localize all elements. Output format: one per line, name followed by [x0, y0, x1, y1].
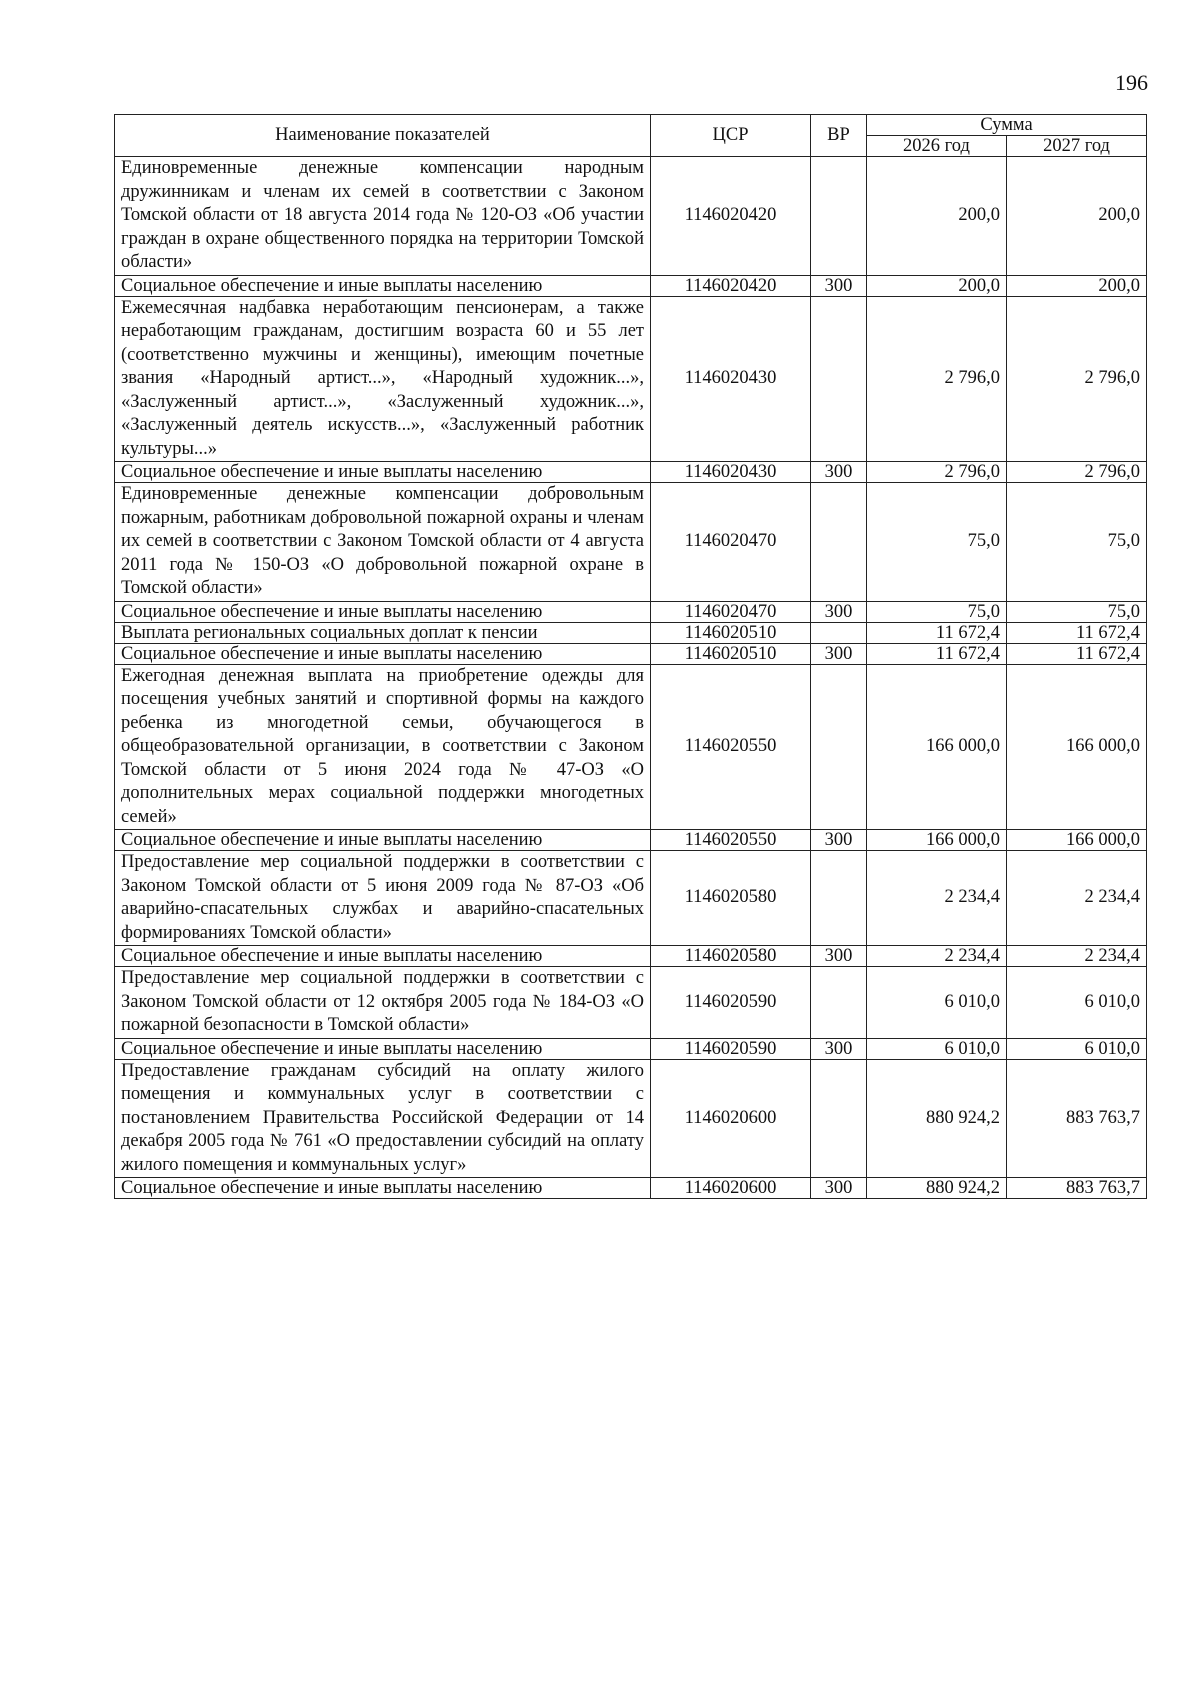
- row-amount-2027: 75,0: [1007, 483, 1147, 602]
- row-csr: 1146020510: [651, 622, 811, 643]
- row-amount-2026: 75,0: [867, 483, 1007, 602]
- row-amount-2026: 200,0: [867, 157, 1007, 276]
- row-csr: 1146020600: [651, 1059, 811, 1178]
- row-amount-2027: 11 672,4: [1007, 643, 1147, 664]
- row-vr: 300: [811, 601, 867, 622]
- row-vr: [811, 483, 867, 602]
- row-csr: 1146020430: [651, 462, 811, 483]
- page-number: 196: [1115, 70, 1148, 95]
- row-amount-2026: 75,0: [867, 601, 1007, 622]
- row-name: Социальное обеспечение и иные выплаты населению: [115, 462, 651, 483]
- row-name: Социальное обеспечение и иные выплаты населению: [115, 1038, 651, 1059]
- header-vr: ВР: [811, 115, 867, 157]
- table-row: [115, 830, 1147, 851]
- header-sum: Сумма: [867, 115, 1147, 136]
- row-csr: 1146020430: [651, 296, 811, 462]
- table-row: [115, 664, 1147, 830]
- row-csr: 1146020420: [651, 157, 811, 276]
- row-csr: 1146020510: [651, 643, 811, 664]
- row-amount-2027: 2 234,4: [1007, 946, 1147, 967]
- table-row: [115, 157, 1147, 276]
- table-row: [115, 1059, 1147, 1178]
- table-row: [115, 851, 1147, 946]
- row-csr: 1146020550: [651, 830, 811, 851]
- row-name: Социальное обеспечение и иные выплаты населению: [115, 275, 651, 296]
- row-amount-2027: 883 763,7: [1007, 1059, 1147, 1178]
- row-name: Предоставление гражданам субсидий на оплату жилого помещения и коммунальных услуг в соответствии с постановлением Правительства Российской Федерации от 14 декабря 2005 года № 761 «О предоставлении субсидий на оплату жилого помещения и коммунальных услуг»: [115, 1059, 651, 1178]
- row-name: Ежегодная денежная выплата на приобретение одежды для посещения учебных занятий и спортивной формы на каждого ребенка из многодетной семьи, обучающегося в общеобразовательной организации, в соответствии с Законом Томской области от 5 июня 2024 года № 47-ОЗ «О дополнительных мерах социальной поддержки многодетных семей»: [115, 664, 651, 830]
- row-amount-2027: 166 000,0: [1007, 830, 1147, 851]
- row-amount-2026: 6 010,0: [867, 967, 1007, 1039]
- row-amount-2026: 2 234,4: [867, 946, 1007, 967]
- table-row: [115, 483, 1147, 602]
- row-csr: 1146020590: [651, 967, 811, 1039]
- row-amount-2026: 2 796,0: [867, 462, 1007, 483]
- row-vr: 300: [811, 643, 867, 664]
- table-row: [115, 946, 1147, 967]
- table-row: [115, 967, 1147, 1039]
- header-row: [115, 115, 1147, 136]
- row-csr: 1146020550: [651, 664, 811, 830]
- row-vr: 300: [811, 462, 867, 483]
- row-vr: 300: [811, 1178, 867, 1199]
- table-row: [115, 1038, 1147, 1059]
- row-csr: 1146020590: [651, 1038, 811, 1059]
- row-amount-2027: 6 010,0: [1007, 1038, 1147, 1059]
- row-csr: 1146020420: [651, 275, 811, 296]
- row-amount-2027: 2 234,4: [1007, 851, 1147, 946]
- row-vr: [811, 296, 867, 462]
- row-amount-2027: 75,0: [1007, 601, 1147, 622]
- table-row: [115, 462, 1147, 483]
- row-vr: [811, 967, 867, 1039]
- header-csr: ЦСР: [651, 115, 811, 157]
- table-row: [115, 643, 1147, 664]
- table-row: [115, 275, 1147, 296]
- row-vr: [811, 664, 867, 830]
- row-amount-2026: 880 924,2: [867, 1059, 1007, 1178]
- row-amount-2027: 200,0: [1007, 275, 1147, 296]
- row-csr: 1146020470: [651, 483, 811, 602]
- row-csr: 1146020580: [651, 946, 811, 967]
- row-vr: 300: [811, 830, 867, 851]
- row-amount-2027: 2 796,0: [1007, 462, 1147, 483]
- row-amount-2027: 166 000,0: [1007, 664, 1147, 830]
- row-name: Социальное обеспечение и иные выплаты населению: [115, 601, 651, 622]
- row-name: Единовременные денежные компенсации народным дружинникам и членам их семей в соответствии с Законом Томской области от 18 августа 2014 года № 120-ОЗ «Об участии граждан в охране общественного порядка на территории Томской области»: [115, 157, 651, 276]
- row-amount-2027: 883 763,7: [1007, 1178, 1147, 1199]
- row-name: Выплата региональных социальных доплат к пенсии: [115, 622, 651, 643]
- row-vr: [811, 622, 867, 643]
- row-amount-2026: 2 234,4: [867, 851, 1007, 946]
- table-row: [115, 622, 1147, 643]
- row-vr: [811, 1059, 867, 1178]
- row-vr: 300: [811, 946, 867, 967]
- row-csr: 1146020600: [651, 1178, 811, 1199]
- table-row: [115, 1178, 1147, 1199]
- row-amount-2026: 11 672,4: [867, 622, 1007, 643]
- header-name: Наименование показателей: [115, 115, 651, 157]
- row-vr: 300: [811, 1038, 867, 1059]
- row-amount-2027: 11 672,4: [1007, 622, 1147, 643]
- row-amount-2027: 2 796,0: [1007, 296, 1147, 462]
- row-csr: 1146020470: [651, 601, 811, 622]
- row-csr: 1146020580: [651, 851, 811, 946]
- row-amount-2026: 11 672,4: [867, 643, 1007, 664]
- header-year-2027: 2027 год: [1007, 136, 1147, 157]
- row-amount-2027: 200,0: [1007, 157, 1147, 276]
- row-name: Социальное обеспечение и иные выплаты населению: [115, 1178, 651, 1199]
- row-amount-2026: 6 010,0: [867, 1038, 1007, 1059]
- row-vr: [811, 157, 867, 276]
- row-name: Предоставление мер социальной поддержки в соответствии с Законом Томской области от 12 октября 2005 года № 184-ОЗ «О пожарной безопасности в Томской области»: [115, 967, 651, 1039]
- row-amount-2027: 6 010,0: [1007, 967, 1147, 1039]
- table-row: [115, 296, 1147, 462]
- row-name: Ежемесячная надбавка неработающим пенсионерам, а также неработающим гражданам, достигшим возраста 60 и 55 лет (соответственно мужчины и женщины), имеющим почетные звания «Народный артист...», «Народный художник...», «Заслуженный артист...», «Заслуженный художник...», «Заслуженный деятель искусств...», «Заслуженный работник культуры...»: [115, 296, 651, 462]
- row-amount-2026: 200,0: [867, 275, 1007, 296]
- row-amount-2026: 166 000,0: [867, 830, 1007, 851]
- row-vr: 300: [811, 275, 867, 296]
- row-vr: [811, 851, 867, 946]
- row-name: Социальное обеспечение и иные выплаты населению: [115, 830, 651, 851]
- row-name: Единовременные денежные компенсации добровольным пожарным, работникам добровольной пожарной охраны и членам их семей в соответствии с Законом Томской области от 4 августа 2011 года № 150-ОЗ «О добровольной пожарной охране в Томской области»: [115, 483, 651, 602]
- row-name: Социальное обеспечение и иные выплаты населению: [115, 946, 651, 967]
- row-amount-2026: 166 000,0: [867, 664, 1007, 830]
- row-name: Социальное обеспечение и иные выплаты населению: [115, 643, 651, 664]
- table-row: [115, 601, 1147, 622]
- row-amount-2026: 2 796,0: [867, 296, 1007, 462]
- row-amount-2026: 880 924,2: [867, 1178, 1007, 1199]
- budget-table: [114, 114, 1147, 1199]
- header-year-2026: 2026 год: [867, 136, 1007, 157]
- row-name: Предоставление мер социальной поддержки в соответствии с Законом Томской области от 5 июня 2009 года № 87-ОЗ «Об аварийно-спасательных службах и аварийно-спасательных формированиях Томской области»: [115, 851, 651, 946]
